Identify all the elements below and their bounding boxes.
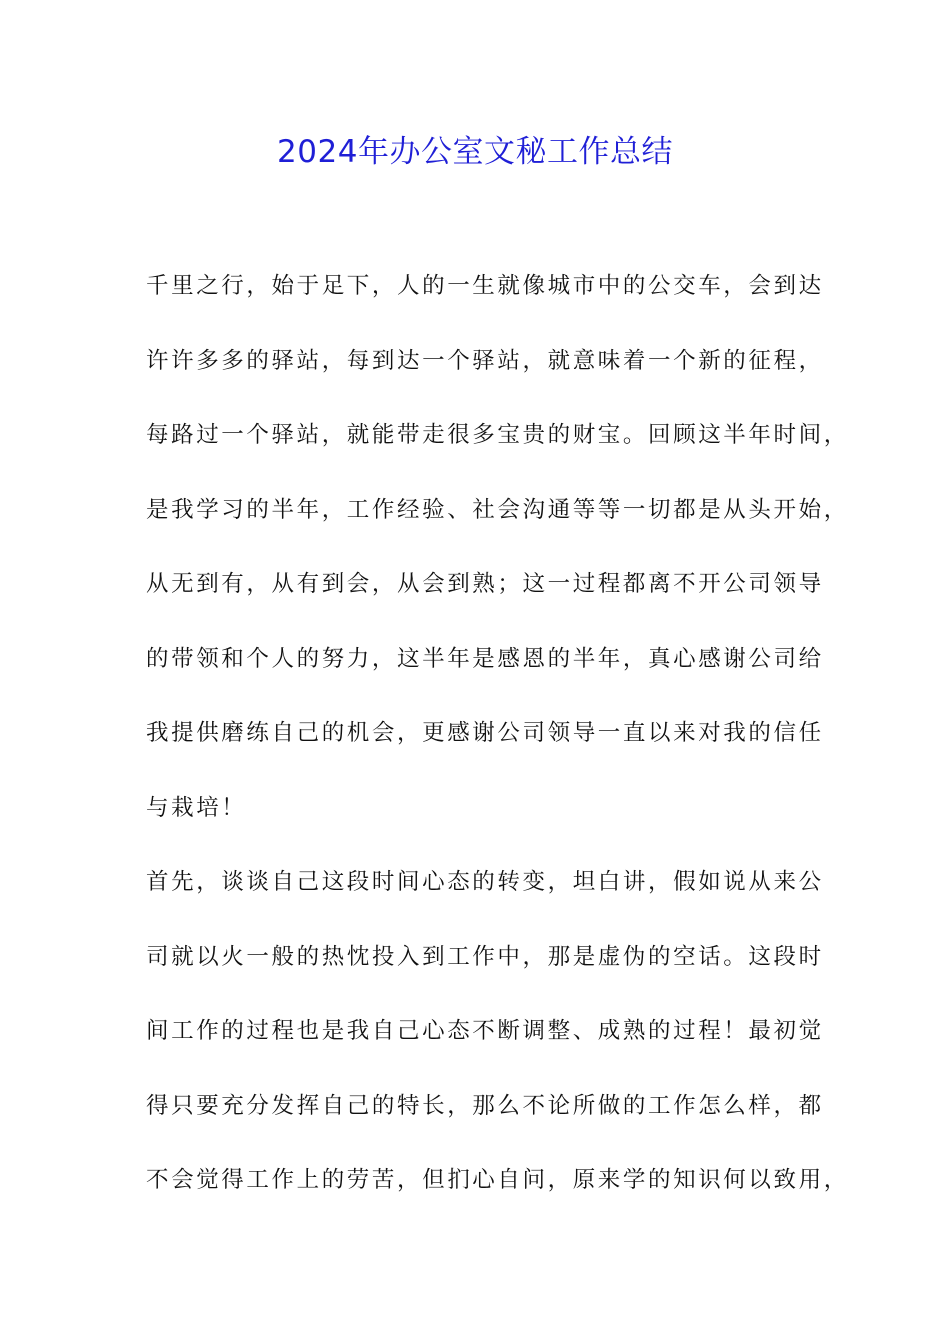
text-line: 千里之行，始于足下，人的一生就像城市中的公交车，会到达 [146,273,824,299]
text-line: 与栽培！ [146,794,247,821]
text-line: 是我学习的半年，工作经验、社会沟通等等一切都是从头开始， [146,496,849,523]
text-line: 不会觉得工作上的劳苦，但扪心自问，原来学的知识何以致用， [146,1167,849,1193]
text-line: 的带领和个人的努力，这半年是感恩的半年，真心感谢公司给 [146,645,824,672]
text-line: 首先，谈谈自己这段时间心态的转变，坦白讲，假如说从来公 [146,869,824,895]
text-line: 许许多多的驿站，每到达一个驿站，就意味着一个新的征程， [146,347,824,374]
text-line: 从无到有，从有到会，从会到熟；这一过程都离不开公司领导 [146,571,824,597]
document-title: 2024年办公室文秘工作总结 [277,134,673,170]
text-line: 间工作的过程也是我自己心态不断调整、成熟的过程！最初觉 [146,1018,824,1044]
document-body [146,264,849,1233]
text-line: 我提供磨练自己的机会，更感谢公司领导一直以来对我的信任 [146,720,824,746]
text-line: 司就以火一般的热忱投入到工作中，那是虚伪的空话。这段时 [146,943,824,970]
text-line: 每路过一个驿站，就能带走很多宝贵的财宝。回顾这半年时间， [146,422,849,448]
text-line: 得只要充分发挥自己的特长，那么不论所做的工作怎么样，都 [146,1092,824,1119]
